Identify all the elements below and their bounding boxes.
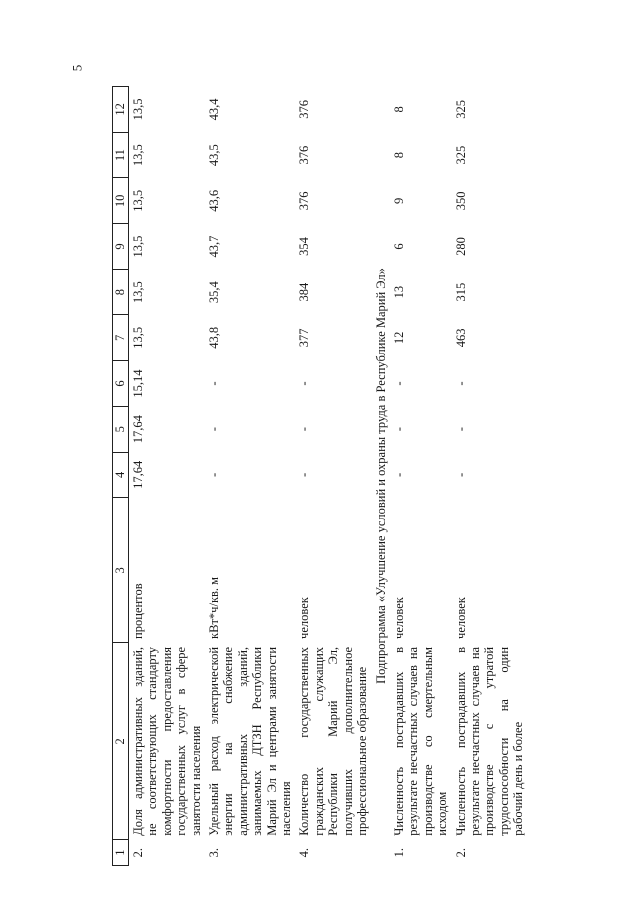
value-cell: 9 [391, 197, 406, 204]
value-cell: - [297, 427, 312, 432]
row-number: 2. [453, 847, 468, 858]
value-cell: 43,6 [207, 189, 222, 212]
header-cell: 10 [113, 178, 129, 224]
value-cell: 12 [391, 331, 406, 345]
value-cell: 350 [453, 191, 468, 211]
value-cell: - [391, 427, 406, 432]
header-row [113, 87, 129, 866]
value-cell: 280 [453, 237, 468, 256]
rotated-page [112, 86, 609, 866]
header-cell: 4 [113, 452, 129, 498]
unit-cell: кВт*ч/кв. м [207, 576, 222, 639]
value-cell: - [207, 427, 222, 432]
value-cell: 376 [297, 100, 312, 119]
value-cell: 13,5 [131, 281, 145, 304]
table-row [129, 87, 206, 866]
value-cell: 43,8 [207, 326, 222, 349]
value-cell: - [297, 381, 312, 386]
unit-cell: человек [453, 597, 468, 639]
value-cell: 13,5 [131, 144, 145, 167]
header-cell: 2 [113, 643, 129, 840]
table-row [390, 87, 452, 866]
value-cell: - [391, 472, 406, 477]
value-cell: 8 [391, 152, 406, 159]
subprogram-row [372, 87, 390, 866]
value-cell: - [453, 427, 468, 432]
value-cell: 6 [391, 243, 406, 250]
header-cell: 6 [113, 361, 129, 407]
indicators-table [112, 86, 528, 866]
row-number: 3. [207, 847, 222, 858]
indicator-name: Доля административных зданий, не соответствующих стандарту комфортности предоставления государственных услуг в сфере занятости населения [131, 646, 203, 836]
subprogram-title: Подпрограмма «Улучшение условий и охраны труда в Республике Марий Эл» [373, 268, 388, 684]
row-number: 2. [131, 847, 145, 858]
value-cell: 13,5 [131, 98, 145, 121]
value-cell: 15,14 [131, 369, 145, 398]
unit-cell: человек [391, 597, 406, 639]
value-cell: 377 [297, 328, 312, 348]
table-row [295, 87, 371, 866]
value-cell: - [207, 472, 222, 477]
header-cell: 7 [113, 315, 129, 361]
value-cell: 13,5 [131, 189, 145, 212]
value-cell: 43,4 [207, 98, 222, 121]
indicator-name: Численность пострадавших в результате несчастных случаев на производстве с утратой трудоспособности на один рабочий день и более [453, 646, 526, 836]
header-cell: 1 [113, 840, 129, 866]
value-cell: 13,5 [131, 235, 145, 258]
unit-cell: процентов [131, 583, 145, 639]
unit-cell: человек [297, 597, 312, 639]
value-cell: 13,5 [131, 326, 145, 349]
header-cell: 9 [113, 224, 129, 270]
value-cell: - [391, 381, 406, 386]
value-cell: 315 [453, 282, 468, 302]
row-number: 1. [391, 847, 406, 858]
value-cell: 325 [453, 145, 468, 165]
value-cell: 43,5 [207, 144, 222, 167]
indicator-name: Численность пострадавших в результате несчастных случаев на производстве со смертельным исходом [391, 646, 450, 836]
value-cell: - [297, 472, 312, 477]
table-row [452, 87, 528, 866]
value-cell: 354 [297, 237, 312, 256]
value-cell: 384 [297, 282, 312, 302]
value-cell: - [207, 381, 222, 386]
value-cell: 8 [391, 106, 406, 113]
table-row [205, 87, 295, 866]
indicator-name: Количество государственных гражданских служащих Республики Марий Эл, получивших дополнительное профессиональное образование [297, 646, 370, 836]
value-cell: 17,64 [131, 415, 145, 444]
header-cell: 3 [113, 498, 129, 643]
value-cell: 325 [453, 100, 468, 119]
page-number: 5 [69, 64, 85, 72]
value-cell: 17,64 [131, 460, 145, 489]
value-cell: 376 [297, 145, 312, 165]
header-cell: 5 [113, 406, 129, 452]
header-cell: 8 [113, 269, 129, 315]
header-cell: 12 [113, 87, 129, 133]
value-cell: 376 [297, 191, 312, 211]
value-cell: 13 [391, 285, 406, 299]
value-cell: 43,7 [207, 235, 222, 258]
value-cell: 35,4 [207, 281, 222, 304]
header-cell: 11 [113, 132, 129, 178]
value-cell: 463 [453, 328, 468, 348]
row-number: 4. [297, 847, 312, 858]
value-cell: - [453, 381, 468, 386]
value-cell: - [453, 472, 468, 477]
indicator-name: Удельный расход электрической энергии на снабжение административных зданий, занимаемых ДТЗН Республики Марий Эл и центрами занятости населения [207, 646, 294, 836]
